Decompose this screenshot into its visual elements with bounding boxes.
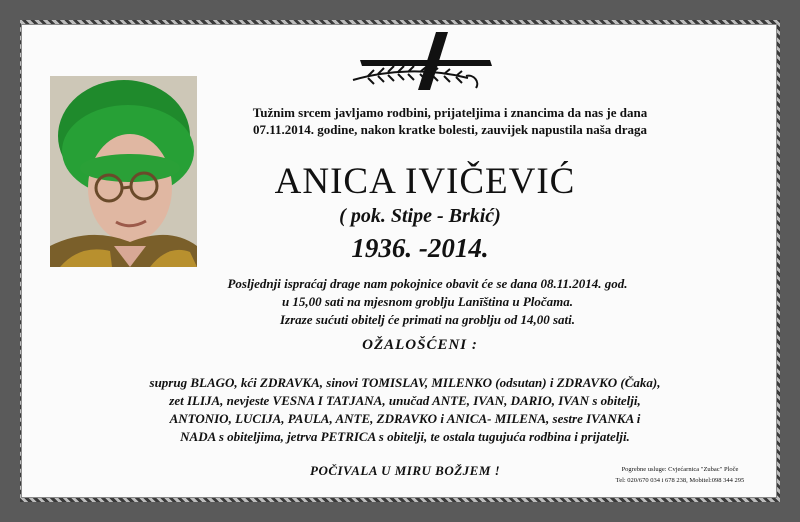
portrait-illustration	[50, 76, 197, 267]
mourners-line: suprug BLAGO, kći ZDRAVKA, sinovi TOMISLAV, MILENKO (odsutan) i ZDRAVKO (Čaka),	[149, 375, 661, 390]
undertaker-line: Tel: 020/670 034 i 678 238, Mobitel:098 344 295	[615, 477, 745, 484]
mourners-heading: OŽALOŠĆENI :	[362, 337, 478, 353]
funeral-line: Izraze sućuti obitelj će primati na groblju od 14,00 sati.	[279, 312, 576, 327]
mourners-line: zet ILIJA, nevjeste VESNA I TATJANA, unučad ANTE, IVAN, DARIO, IVAN s obitelji,	[169, 393, 641, 408]
announcement-line: Tužnim srcem javljamo rodbini, prijateljima i znancima da nas je dana	[252, 105, 648, 120]
funeral-line: u 15,00 sati na mjesnom groblju Lanīština u Pločama.	[281, 294, 574, 309]
mourners-list	[80, 374, 730, 446]
undertaker-info	[585, 464, 775, 486]
announcement-line: 07.11.2014. godine, nakon kratke bolesti, zauvijek napustila naša draga	[252, 122, 648, 137]
mourners-line: NADA s obiteljima, jetrva PETRICA s obitelji, te ostala tugujuća rodbina i prijatelji.	[180, 429, 630, 444]
life-years: 1936. -2014.	[351, 233, 489, 263]
cross-with-palm-icon	[348, 30, 498, 92]
announcement-text	[200, 104, 700, 138]
closing-phrase: POČIVALA U MIRU BOŽJEM !	[310, 463, 501, 478]
funeral-line: Posljednji ispraćaj drage nam pokojnice obavit će se dana 08.11.2014. god.	[227, 276, 628, 291]
deceased-name: ANICA IVIČEVIĆ	[274, 161, 576, 202]
mourners-line: ANTONIO, LUCIJA, PAULA, ANTE, ZDRAVKO i ANICA- MILENA, sestre IVANKA i	[169, 411, 641, 426]
funeral-details	[150, 275, 705, 329]
undertaker-line: Pogrebne usluge: Cvjećarnica "Zubac" Ploče	[621, 466, 739, 473]
portrait-photo	[50, 76, 197, 267]
deceased-subtitle: ( pok. Stipe - Brkić)	[339, 205, 501, 227]
